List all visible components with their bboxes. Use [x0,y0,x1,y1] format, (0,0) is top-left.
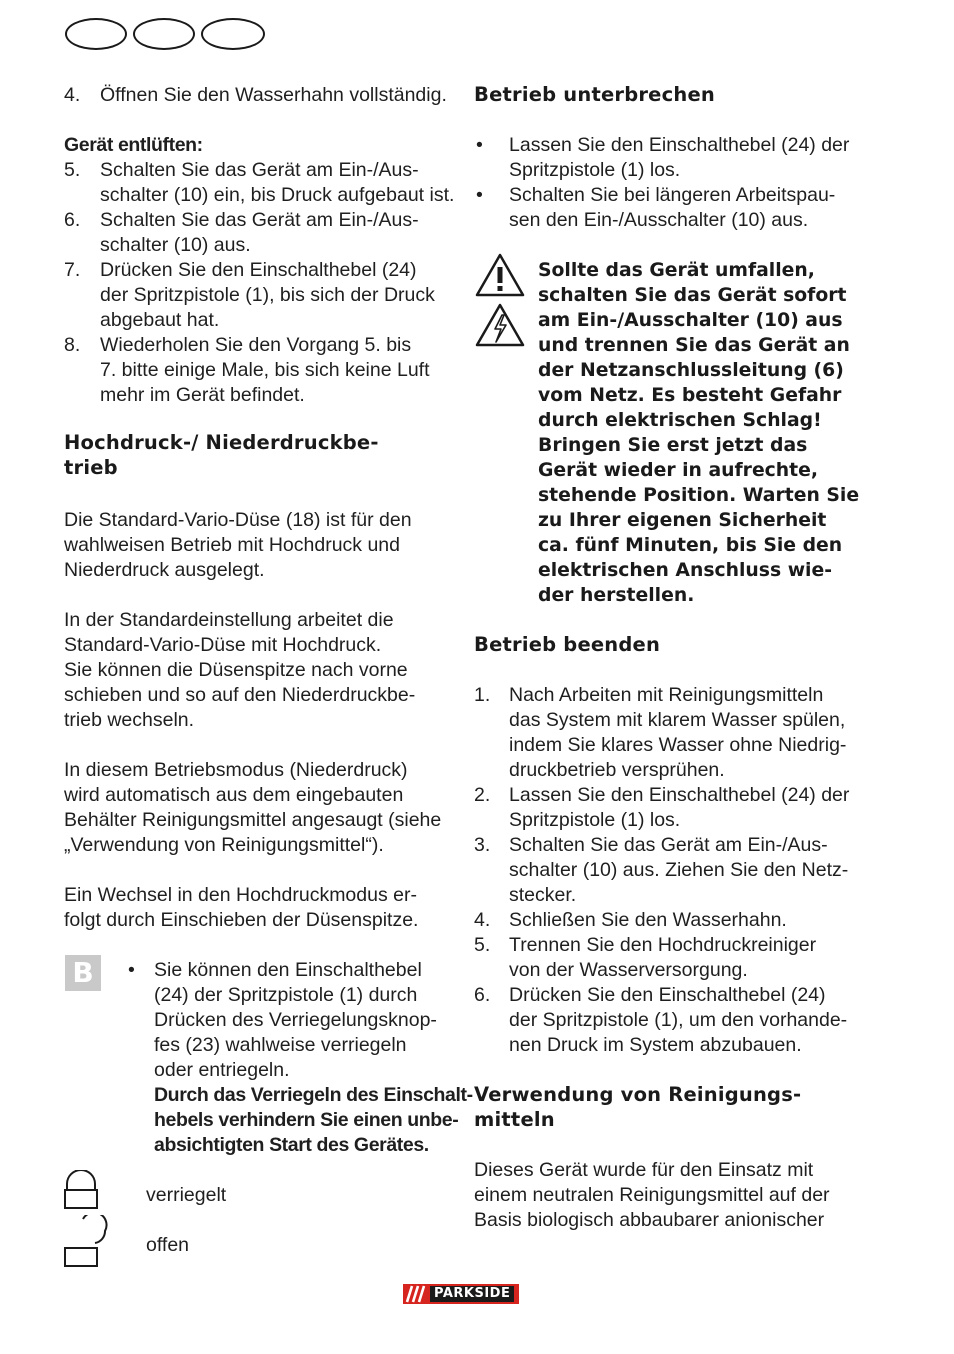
warning-text: elektrischen Anschluss wie- [538,560,833,581]
section-heading: Hochdruck-/ Niederdruckbe- [64,431,379,454]
step-text: abgebaut hat. [100,309,220,331]
step-number: 2. [474,784,491,806]
section-subheading: Gerät entlüften: [64,134,203,156]
language-oval-1 [65,18,127,50]
bullet-bold-text: absichtigten Start des Gerätes. [154,1134,429,1156]
warning-text: vom Netz. Es besteht Gefahr [538,385,842,406]
step-text: druckbetrieb versprühen. [509,759,725,781]
section-heading: trieb [64,456,118,479]
section-heading: Verwendung von Reinigungs- [474,1083,802,1106]
paragraph-line: folgt durch Einschieben der Düsenspitze. [64,909,419,931]
step-number: 3. [474,834,491,856]
paragraph-line: Behälter Reinigungsmittel angesaugt (siehe [64,809,442,831]
step-text: Schließen Sie den Wasserhahn. [509,909,787,931]
paragraph-line: Sie können die Düsenspitze nach vorne [64,659,408,681]
step-number: 8. [64,334,81,356]
padlock-closed-icon [63,1170,103,1210]
electric-shock-warning-icon [474,302,526,348]
padlock-open-icon [63,1215,109,1269]
step-text: der Spritzpistole (1), bis sich der Druck [100,284,435,306]
warning-text: der herstellen. [538,585,695,606]
warning-text: ca. fünf Minuten, bis Sie den [538,535,843,556]
bullet-text: fes (23) wahlweise verriegeln [154,1034,407,1056]
paragraph-line: trieb wechseln. [64,709,195,731]
figure-reference-badge: B [65,955,101,991]
warning-triangle-icon [474,252,526,298]
step-number: 4. [474,909,491,931]
warning-text: am Ein-/Ausschalter (10) aus [538,310,843,331]
brand-logo [403,1284,519,1304]
step-number: 5. [64,159,81,181]
step-text: das System mit klarem Wasser spülen, [509,709,846,731]
bullet-text: (24) der Spritzpistole (1) durch [154,984,418,1006]
step-text: 7. bitte einige Male, bis sich keine Luft [100,359,430,381]
warning-text: Sollte das Gerät umfallen, [538,260,815,281]
bullet-dot: • [476,184,483,206]
step-text: Drücken Sie den Einschalthebel (24) [100,259,417,281]
step-text: Wiederholen Sie den Vorgang 5. bis [100,334,412,356]
lock-open-label: offen [146,1234,190,1256]
paragraph-line: Standard-Vario-Düse mit Hochdruck. [64,634,382,656]
paragraph-line: Basis biologisch abbaubarer anionischer [474,1209,825,1231]
step-text: von der Wasserversorgung. [509,959,748,981]
paragraph-line: wird automatisch aus dem eingebauten [64,784,404,806]
warning-text: schalten Sie das Gerät sofort [538,285,847,306]
language-tabs [65,18,265,50]
step-text: Drücken Sie den Einschalthebel (24) [509,984,826,1006]
step-text: schalter (10) aus. Ziehen Sie den Netz- [509,859,849,881]
language-oval-3 [201,18,265,50]
warning-text: der Netzanschlussleitung (6) [538,360,844,381]
paragraph-line: Ein Wechsel in den Hochdruckmodus er- [64,884,417,906]
step-text: Schalten Sie das Gerät am Ein-/Aus- [509,834,828,856]
warning-text: und trennen Sie das Gerät an [538,335,850,356]
step-text: Nach Arbeiten mit Reinigungsmitteln [509,684,824,706]
step-text: Lassen Sie den Einschalthebel (24) der [509,784,850,806]
bullet-bold-text: Durch das Verriegeln des Einschalt- [154,1084,473,1106]
warning-text: Bringen Sie erst jetzt das [538,435,808,456]
step-text: mehr im Gerät befindet. [100,384,305,406]
paragraph-line: „Verwendung von Reinigungsmittel“). [64,834,384,856]
warning-text: stehende Position. Warten Sie [538,485,860,506]
step-number: 7. [64,259,81,281]
step-text: Schalten Sie das Gerät am Ein-/Aus- [100,159,419,181]
bullet-text: Lassen Sie den Einschalthebel (24) der [509,134,850,156]
paragraph-line: In diesem Betriebsmodus (Niederdruck) [64,759,408,781]
bullet-text: Schalten Sie bei längeren Arbeitspau- [509,184,836,206]
bullet-text: oder entriegeln. [154,1059,290,1081]
section-heading: mitteln [474,1108,555,1131]
bullet-dot: • [128,959,135,981]
step-number: 6. [474,984,491,1006]
step-number: 4. [64,84,81,106]
paragraph-line: In der Standardeinstellung arbeitet die [64,609,394,631]
step-number: 1. [474,684,491,706]
logo-stripes-icon [403,1284,429,1304]
step-number: 6. [64,209,81,231]
step-text: schalter (10) ein, bis Druck aufgebaut ist. [100,184,455,206]
bullet-bold-text: hebels verhindern Sie einen unbe- [154,1109,459,1131]
lock-locked-label: verriegelt [146,1184,227,1206]
step-text: Öffnen Sie den Wasserhahn vollständig. [100,84,447,106]
paragraph-line: schieben und so auf den Niederdruckbe- [64,684,416,706]
paragraph-line: wahlweisen Betrieb mit Hochdruck und [64,534,400,556]
brand-name: PARKSIDE [430,1286,514,1302]
bullet-text: sen den Ein-/Ausschalter (10) aus. [509,209,809,231]
step-text: Trennen Sie den Hochdruckreiniger [509,934,817,956]
paragraph-line: Die Standard-Vario-Düse (18) ist für den [64,509,412,531]
step-text: nen Druck im System abzubauen. [509,1034,802,1056]
bullet-text: Spritzpistole (1) los. [509,159,681,181]
warning-text: zu Ihrer eigenen Sicherheit [538,510,827,531]
section-heading: Betrieb unterbrechen [474,83,715,106]
step-number: 5. [474,934,491,956]
step-text: schalter (10) aus. [100,234,251,256]
step-text: Schalten Sie das Gerät am Ein-/Aus- [100,209,419,231]
language-oval-2 [133,18,195,50]
bullet-dot: • [476,134,483,156]
bullet-text: Sie können den Einschalthebel [154,959,422,981]
warning-text: durch elektrischen Schlag! [538,410,822,431]
step-text: stecker. [509,884,577,906]
step-text: der Spritzpistole (1), um den vorhande- [509,1009,848,1031]
section-heading: Betrieb beenden [474,633,661,656]
bullet-text: Drücken des Verriegelungsknop- [154,1009,437,1031]
step-text: indem Sie klares Wasser ohne Niedrig- [509,734,847,756]
paragraph-line: Dieses Gerät wurde für den Einsatz mit [474,1159,814,1181]
paragraph-line: Niederdruck ausgelegt. [64,559,265,581]
warning-text: Gerät wieder in aufrechte, [538,460,819,481]
step-text: Spritzpistole (1) los. [509,809,681,831]
paragraph-line: einem neutralen Reinigungsmittel auf der [474,1184,830,1206]
